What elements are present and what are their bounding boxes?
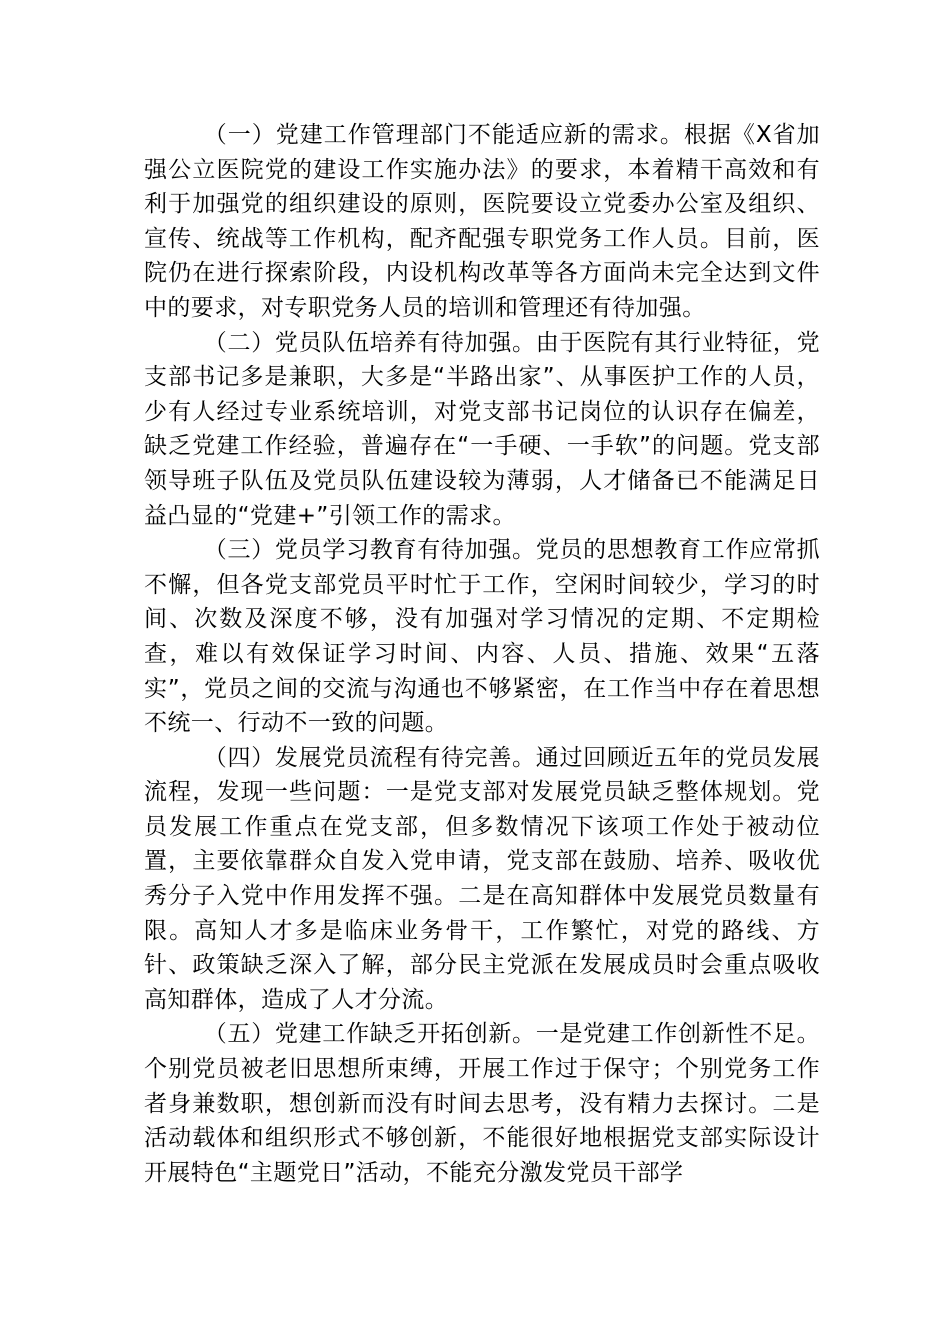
- paragraph-2: （二）党员队伍培养有待加强。由于医院有其行业特征，党支部书记多是兼职，大多是“半路出家”、从事医护工作的人员，少有人经过专业系统培训，对党支部书记岗位的认识存在偏差，缺乏党建工作经验，普遍存在“一手硬、一手软”的问题。党支部领导班子队伍及党员队伍建设较为薄弱，人才储备已不能满足日益凸显的“党建+”引领工作的需求。: [144, 329, 820, 529]
- paragraph-4: （四）发展党员流程有待完善。通过回顾近五年的党员发展流程，发现一些问题：一是党支部对发展党员缺乏整体规划。党员发展工作重点在党支部，但多数情况下该项工作处于被动位置，主要依靠群众自发入党申请，党支部在鼓励、培养、吸收优秀分子入党中作用发挥不强。二是在高知群体中发展党员数量有限。高知人才多是临床业务骨干，工作繁忙，对党的路线、方针、政策缺乏深入了解，部分民主党派在发展成员时会重点吸收高知群体，造成了人才分流。: [144, 744, 820, 1013]
- paragraph-1: （一）党建工作管理部门不能适应新的需求。根据《X省加强公立医院党的建设工作实施办法》的要求，本着精干高效和有利于加强党的组织建设的原则，医院要设立党委办公室及组织、宣传、统战等工作机构，配齐配强专职党务工作人员。目前，医院仍在进行探索阶段，内设机构改革等各方面尚未完全达到文件中的要求，对专职党务人员的培训和管理还有待加强。: [144, 122, 820, 321]
- paragraph-3: （三）党员学习教育有待加强。党员的思想教育工作应常抓不懈，但各党支部党员平时忙于工作，空闲时间较少，学习的时间、次数及深度不够，没有加强对学习情况的定期、不定期检查，难以有效保证学习时间、内容、人员、措施、效果“五落实”，党员之间的交流与沟通也不够紧密，在工作当中存在着思想不统一、行动不一致的问题。: [144, 537, 820, 737]
- document-body: [144, 118, 820, 1190]
- paragraph-5: （五）党建工作缺乏开拓创新。一是党建工作创新性不足。个别党员被老旧思想所束缚，开展工作过于保守；个别党务工作者身兼数职，想创新而没有时间去思考，没有精力去探讨。二是活动载体和组织形式不够创新，不能很好地根据党支部实际设计开展特色“主题党日”活动，不能充分激发党员干部学: [144, 1021, 820, 1186]
